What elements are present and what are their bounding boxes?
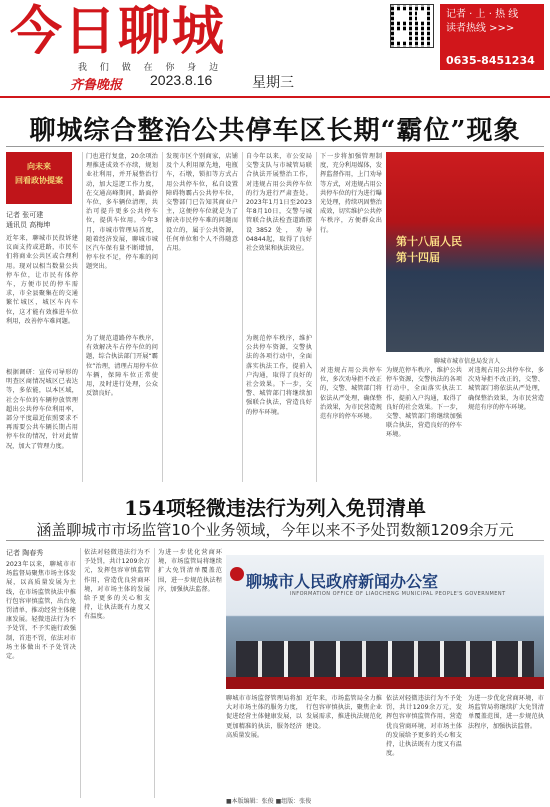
- qr-code-icon[interactable]: [390, 4, 434, 48]
- article1-column-1b: 根据调研：宣传司导形的明查区商情况城区已表达等，多依能，以本区域，社会车位的车辆停放管理超出公共停车位利用率，部分平度最近依照要求不再需要公共车辆长期占用停车位的情况，针对此情况，加大了管理力度。: [6, 369, 78, 450]
- banner-line-1: 向未来: [27, 162, 51, 171]
- article1-column-7: 对违规占用公共停车位，多次劝导拒不改正的，交警、城管部门将依法从严处理，确保整治效果，为市民营造规范有序的停车环境。: [468, 367, 544, 411]
- article1-headline[interactable]: 聊城综合整治公共停车区长期“霸位”现象: [29, 116, 521, 146]
- article2-column-4: 聊城市市场监督管理局将加大对市场主体的服务力度，促进经营主体健康发展，以更加精准的执法，服务经济高质量发展。: [226, 695, 302, 739]
- article2-column-2: 依法对轻微违法行为不予处罚，共计1209余万元，发挥包容审慎监管作用，营造优良营商环境，对市场主体的发展给予更多的关心和支持，让执法既有力度又有温度。: [84, 549, 150, 621]
- column-divider: [154, 548, 155, 798]
- article2-subheadline: 涵盖聊城市市场监管10个业务领域，今年以来不予处罚数额1209余万元: [36, 521, 514, 539]
- photo-stage-text: [396, 234, 462, 266]
- masthead-title: 今日聊城: [10, 1, 227, 62]
- article2-column-7: 为进一步优化营商环境，市场监管局将继续扩大免罚清单覆盖范围，进一步规范执法程序，加强执法监督。: [468, 695, 544, 730]
- article1-column-5b: 对违规占用公共停车位，多次劝导拒不改正的，交警、城管部门将依法从严处理，确保整治效果，为市民营造规范有序的停车环境。: [320, 367, 382, 421]
- masthead-slogan: 我 们 做 在 你 身 边: [78, 63, 224, 73]
- article1-column-4b: 为规范停车秩序，维护公共停车资源，交警执法的各项行动中，全面落实执法工作，提前入户沟通，取得了良好的社会效果。下一步，交警、城管部门将继续加强联合执法，营造良好的停车环境。: [246, 335, 312, 416]
- headline-divider: [6, 146, 544, 147]
- speakers-row: [236, 641, 534, 681]
- column-divider: [316, 152, 317, 482]
- brand-logo-text: 齐鲁晚报: [70, 78, 123, 93]
- hotline-number: 0635-8451234: [446, 54, 535, 67]
- article2-column-3: 为进一步优化营商环境，市场监管局将继续扩大免罚清单覆盖范围，进一步规范执法程序，加强执法监督。: [158, 549, 222, 593]
- article1-column-6: 为规范停车秩序，维护公共停车资源，交警执法的各项行动中，全面落实执法工作，提前入户沟通，取得了良好的社会效果。下一步，交警、城管部门将继续加强联合执法，营造良好的停车环境。: [386, 367, 462, 439]
- press-office-title: 聊城市人民政府新闻办公室: [246, 572, 439, 591]
- article1-column-1: 近年来，聊城市民投诉建议面支持或进路，市民车们将商业公共区或合理利用。现对以相当数量公共停车位，让市民有体停车，方便市民的停车需求，市全县聚集在的交通繁忙城区，城区车内车位，这才能有效推进车位利用，改善停车难问题。: [6, 235, 78, 325]
- page-footer: ■本版编辑：张俊 ■组版：张俊: [226, 798, 312, 805]
- hotline-label-2: 读者热线 >>>: [446, 23, 515, 34]
- article1-column-2b: 为了规范道路停车秩序，有效解决车占停车位的问题，综合执法部门开展“霸位”治理，清理占用停车位车辆，保障车位正常使用，及时进行处理，公众反馈良好。: [86, 335, 158, 398]
- article1-column-5: 下一步将加强管理制度，充分利用媒体，发挥监督作用，上门劝导等方式，对违规占用公共停车位的行为进行曝光处理，持续巩固整治成效，切实维护公共停车秩序，方便群众出行。: [320, 153, 382, 234]
- article1-column-4: 自今年以来，市公安局交警支队与市城管局联合执法开展整治工作，对违规占用公共停车位的行为进行严肃查处。2023年1月1日至2023年8月10日，交警与城管联合执法检查道路摆设3852处，劝导04844起，取得了良好社会效果和执法效应。: [246, 153, 312, 253]
- column-divider: [80, 548, 81, 798]
- article2-column-6: 依法对轻微违法行为不予处罚，共计1209余万元，发挥包容审慎监管作用，营造优良营商环境，对市场主体的发展给予更多的关心和支持，让执法既有力度又有温度。: [386, 695, 462, 758]
- issue-weekday: 星期三: [252, 75, 294, 91]
- photo-caption: 聊城市城市信息局发言人: [434, 358, 501, 365]
- article2-column-1: 2023年以来，聊城市市场监督局聚焦市场主体发展，以高质量发展为主线，在市场监管执法中推行包容审慎监管，出台免罚清单，推动经营主体健康发展。轻微违法行为不予处罚，不予实施行政强制，首违不罚，依法对市场主体做出不予处罚决定。: [6, 561, 76, 661]
- column-divider: [162, 152, 163, 482]
- government-emblem-icon: [230, 567, 244, 581]
- subhead-divider: [6, 540, 544, 541]
- photo-stage-text-1: 第十八届人民: [396, 235, 462, 248]
- photo-stage-text-2: 第十四届: [396, 251, 440, 264]
- article2-column-5: 近年来，市场监管局全力推行包容审慎执法，聚焦企业发展需求，推进执法规范化建设。: [306, 695, 382, 730]
- conference-table: [226, 677, 544, 689]
- banner-line-2: 回看政协提案: [15, 176, 63, 185]
- hotline-box: [440, 4, 544, 70]
- article1-byline-reporter: 记者 张可建: [6, 211, 44, 219]
- press-office-subtitle: INFORMATION OFFICE OF LIAOCHENG MUNICIPAL PEOPLE'S GOVERNMENT: [290, 591, 506, 597]
- article2-byline: 记者 陶春秀: [6, 549, 44, 557]
- press-conference-photo[interactable]: [386, 152, 544, 352]
- column-divider: [82, 152, 83, 482]
- hotline-label-1: 记者 · 上 · 热 线: [446, 9, 519, 20]
- column-divider: [242, 152, 243, 482]
- press-office-photo[interactable]: [226, 555, 544, 689]
- issue-date: 2023.8.16: [150, 72, 213, 88]
- masthead-divider: [0, 96, 550, 98]
- article1-column-2: 门也进行复盘，20余项治理推进成效不亦续，规划业社利用，并开展整治行动，加大巡逻工作力度，在交通高峰期间，路面停车位，多车辆位清理，共治可提升更多公共停车位，提供车位用。今年3月，市城市管理局首度，随着经济发展，聊城市城区汽车保有量不断增加，停车位不足，停车难的问题突出。: [86, 153, 158, 271]
- article1-column-3: 发现市区个别商家，店铺及个人利用原先地，电瓶车，石墩，锁扣等方式占用公共停车位，私自设置障碍物霸占公共停车位，交警部门已告知其商业户主，这便停车位就是为了解决市民停车难的问题而设立的，属于公共资源，任何单位和个人不得随意占用。: [166, 153, 238, 253]
- proposal-banner: [6, 152, 72, 204]
- article2-headline[interactable]: 154项轻微违法行为列入免罚清单: [124, 496, 426, 520]
- article1-byline-correspondent: 通讯员 高梅坤: [6, 221, 51, 229]
